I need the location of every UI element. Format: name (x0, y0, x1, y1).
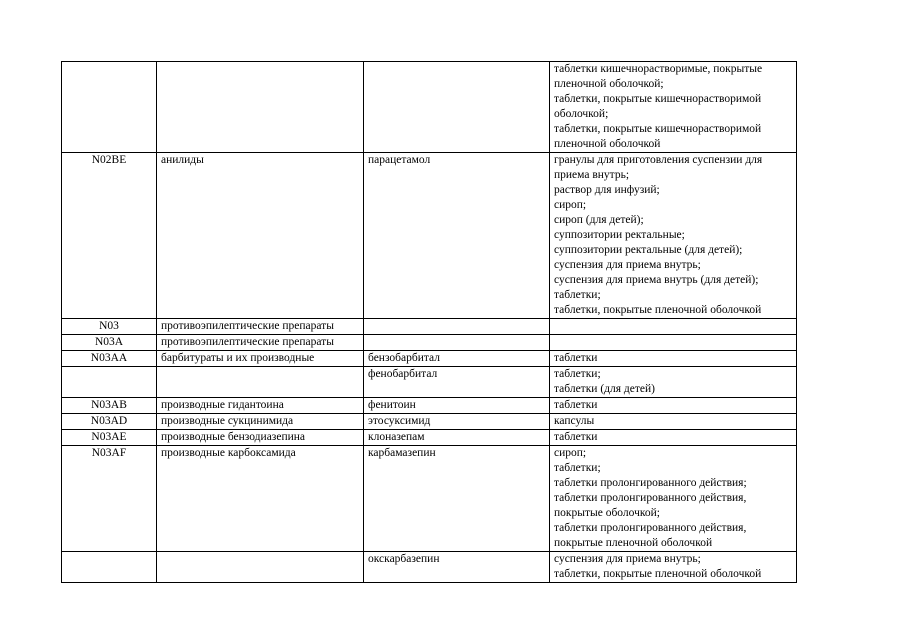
drug-name-cell (364, 335, 550, 351)
table-row (62, 446, 797, 552)
table-row (62, 414, 797, 430)
drug-name-cell (364, 62, 550, 153)
dosage-forms-cell: сироп; таблетки; таблетки пролонгированного действия; таблетки пролонгированного действия, покрытые оболочкой; таблетки пролонгированного действия, покрытые пленочной оболочкой (550, 446, 797, 552)
group-name-cell (157, 62, 364, 153)
dosage-forms-cell: гранулы для приготовления суспензии для приема внутрь; раствор для инфузий; сироп; сироп (для детей); суппозитории ректальные; суппозитории ректальные (для детей); суспензия для приема внутрь; суспензия для приема внутрь (для детей); таблетки; таблетки, покрытые пленочной оболочкой (550, 153, 797, 319)
drug-name-cell: фенобарбитал (364, 367, 550, 398)
group-name-cell: барбитураты и их производные (157, 351, 364, 367)
table-row (62, 367, 797, 398)
table-row (62, 430, 797, 446)
table-body (62, 62, 797, 583)
dosage-forms-cell: таблетки; таблетки (для детей) (550, 367, 797, 398)
group-name-cell: производные гидантоина (157, 398, 364, 414)
atc-code-cell: N03A (62, 335, 157, 351)
atc-code-cell: N02BE (62, 153, 157, 319)
group-name-cell (157, 552, 364, 583)
dosage-forms-cell: капсулы (550, 414, 797, 430)
atc-code-cell (62, 552, 157, 583)
group-name-cell: противоэпилептические препараты (157, 335, 364, 351)
dosage-forms-cell (550, 319, 797, 335)
dosage-forms-cell: суспензия для приема внутрь; таблетки, покрытые пленочной оболочкой (550, 552, 797, 583)
atc-code-cell: N03AE (62, 430, 157, 446)
dosage-forms-cell: таблетки (550, 351, 797, 367)
group-name-cell (157, 367, 364, 398)
dosage-forms-cell: таблетки кишечнорастворимые, покрытые пленочной оболочкой; таблетки, покрытые кишечнорастворимой оболочкой; таблетки, покрытые кишечнорастворимой пленочной оболочкой (550, 62, 797, 153)
group-name-cell: производные сукцинимида (157, 414, 364, 430)
atc-code-cell: N03AD (62, 414, 157, 430)
atc-code-cell (62, 367, 157, 398)
drug-name-cell: фенитоин (364, 398, 550, 414)
atc-code-cell: N03AB (62, 398, 157, 414)
atc-code-cell: N03 (62, 319, 157, 335)
table-row (62, 552, 797, 583)
table-row (62, 398, 797, 414)
table-row (62, 319, 797, 335)
atc-code-cell (62, 62, 157, 153)
dosage-forms-cell: таблетки (550, 430, 797, 446)
table-row (62, 62, 797, 153)
drug-name-cell: карбамазепин (364, 446, 550, 552)
drug-name-cell: клоназепам (364, 430, 550, 446)
drug-table (61, 61, 797, 583)
group-name-cell: производные карбоксамида (157, 446, 364, 552)
table-row (62, 153, 797, 319)
drug-name-cell: окскарбазепин (364, 552, 550, 583)
dosage-forms-cell (550, 335, 797, 351)
atc-code-cell: N03AF (62, 446, 157, 552)
drug-name-cell (364, 319, 550, 335)
atc-code-cell: N03AA (62, 351, 157, 367)
drug-name-cell: этосуксимид (364, 414, 550, 430)
table-row (62, 351, 797, 367)
group-name-cell: противоэпилептические препараты (157, 319, 364, 335)
drug-name-cell: бензобарбитал (364, 351, 550, 367)
group-name-cell: производные бензодиазепина (157, 430, 364, 446)
table-row (62, 335, 797, 351)
group-name-cell: анилиды (157, 153, 364, 319)
drug-name-cell: парацетамол (364, 153, 550, 319)
dosage-forms-cell: таблетки (550, 398, 797, 414)
